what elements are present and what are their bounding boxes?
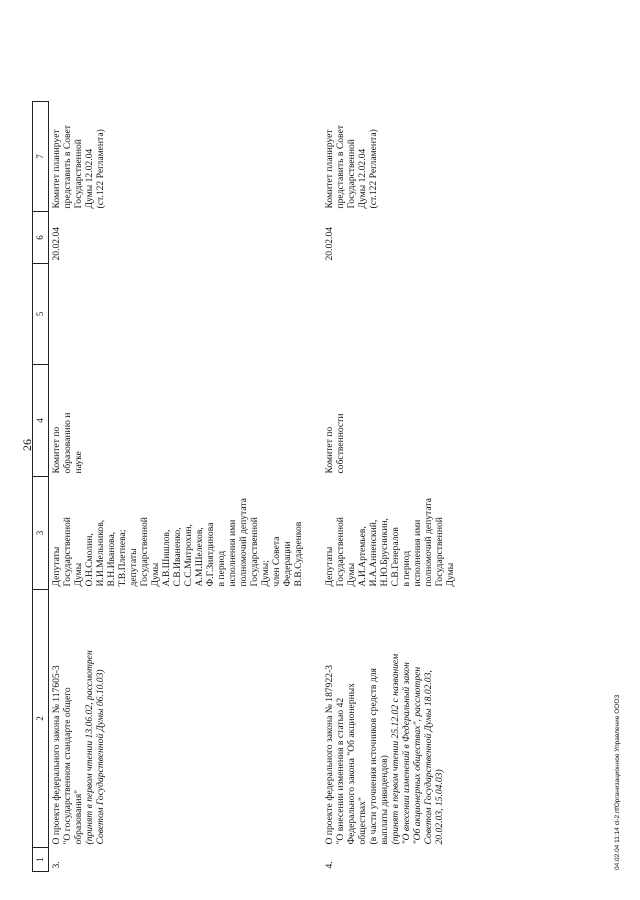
page-number: 26 [20, 439, 34, 451]
col-header-3: 3 [33, 477, 49, 590]
date-cell: 20.02.04 [51, 226, 62, 261]
committee-cell: Комитет по образованию и науке [51, 412, 84, 474]
note-cell: Комитет планирует представить в Совет Государственной Думы 12.02.04 (ст.122 Регламента) [324, 125, 379, 209]
table-row [304, 102, 456, 872]
bill-cell [304, 590, 456, 848]
table-row [49, 102, 305, 872]
col-header-5: 5 [33, 264, 49, 365]
col-header-1: 1 [33, 848, 49, 872]
col-header-2: 2 [33, 590, 49, 848]
row-number: 4. [324, 861, 335, 869]
col5-cell [304, 264, 456, 365]
bill-note: (принят в первом чтении 13.06.02, рассмотрен Советом Государственной Думы 06.10.03) [84, 650, 106, 845]
header-row [33, 102, 49, 872]
committee-cell: Комитет по собственности [324, 413, 346, 474]
date-cell: 20.02.04 [324, 226, 335, 261]
bill-title: О проекте федерального закона № 187922-3 "О внесении изменения в статью 42 Федерального закона "Об акционерных обществах" (в части уточнения источников средств для выплаты дивидендов) [324, 664, 390, 845]
bill-cell [49, 590, 305, 848]
bill-note: (принят в первом чтении 25.12.02 с названием "О внесении изменений в Федеральный закон "Об акционерных обществах", рассмотрен Советом Государственной Думы 18.02.03, 20.02.03, 15.04.03) [390, 653, 445, 845]
authors-cell: Депутаты Государственной Думы А.И.Артемьев, И.А.Анненский, Н.Ю.Брусникин, С.В.Генералов в период исполнения ими полномочий депутата Государственной Думы [324, 498, 456, 587]
bill-title: О проекте федерального закона № 117605-3 "О государственном стандарте общего образования" [51, 665, 84, 845]
col-header-7: 7 [33, 102, 49, 212]
col5-cell [49, 264, 305, 365]
note-cell: Комитет планирует представить в Совет Государственной Думы 12.02.04 (ст.122 Регламента) [51, 125, 106, 209]
bills-table [32, 101, 456, 872]
authors-cell: Депутаты Государственной Думы О.Н.Смолин, И.И.Мельников, В.Н.Иванова, Т.В.Плетнева; депутаты Государственной Думы А.В.Шишлов, С.В.Иваненко, С.С.Митрохин, А.М.Шелехов, Ф.Г.Зиятдинова в период исполнения ими полномочий депутата Государственной Думы; член Совета Федерации В.В.Сударенков [51, 498, 304, 587]
col-header-4: 4 [33, 365, 49, 477]
col-header-6: 6 [33, 212, 49, 264]
row-number: 3. [51, 861, 62, 869]
footer-text: 04.02.04 11:14 cl-2.rtfОрганизационное Управление ОООЗ [614, 694, 621, 870]
